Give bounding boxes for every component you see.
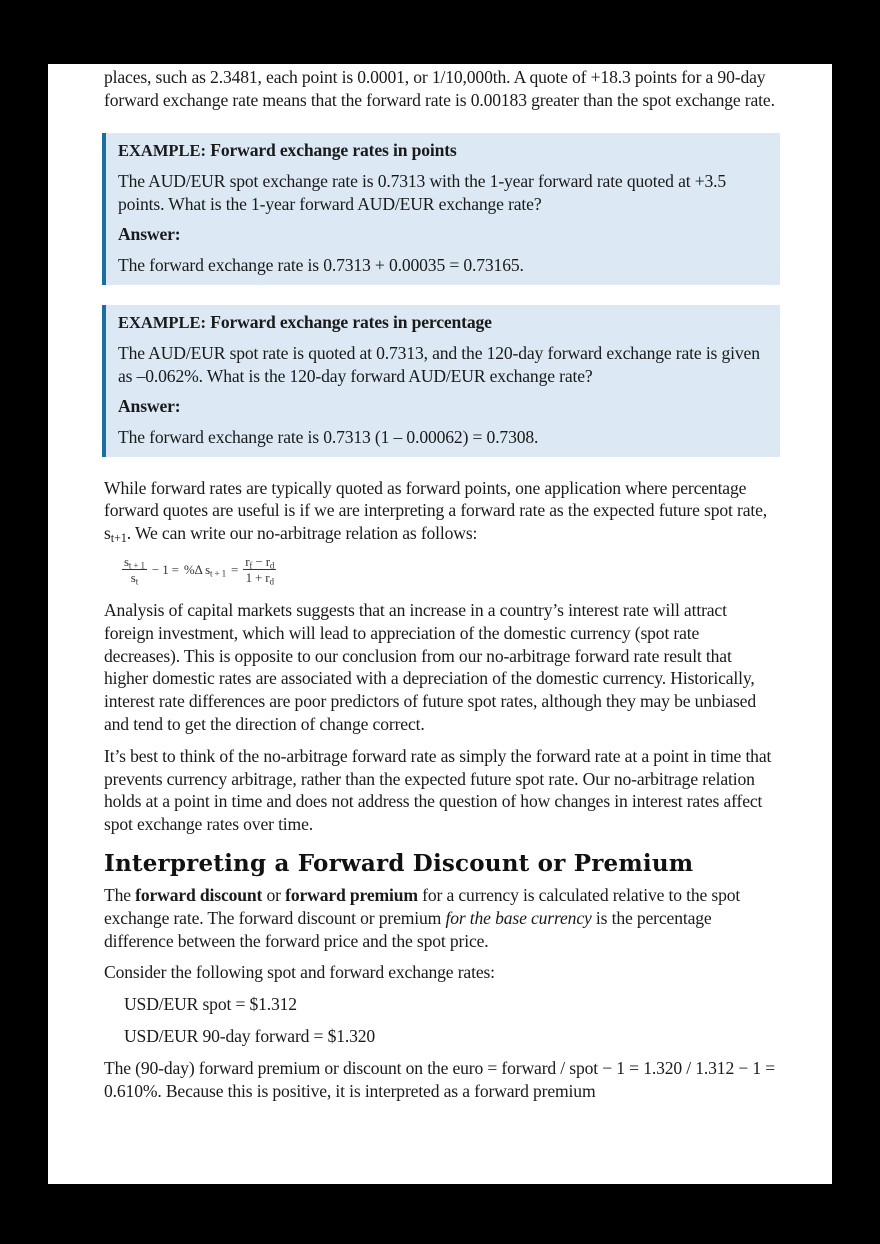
- no-arbitrage-formula: [122, 547, 776, 593]
- example-answer: The forward exchange rate is 0.7313 (1 – 0.00062) = 0.7308.: [118, 426, 539, 447]
- rate-line-forward: USD/EUR 90-day forward = $1.320: [124, 1025, 376, 1046]
- example-heading: Forward exchange rates in points: [210, 139, 457, 160]
- example-title: [118, 139, 766, 163]
- consider-paragraph: Consider the following spot and forward exchange rates:: [104, 962, 495, 983]
- term-forward-premium: forward premium: [285, 884, 418, 905]
- example-question: The AUD/EUR spot rate is quoted at 0.7313, and the 120-day forward exchange rate is given as –0.062%. What is the 120-day forward AUD/EUR exchange rate?: [118, 343, 760, 387]
- example-label: EXAMPLE:: [118, 140, 206, 160]
- example-box-points: [102, 133, 780, 285]
- formula-minus-one: − 1 =: [151, 561, 179, 577]
- answer-label: Answer:: [118, 395, 181, 416]
- rate-line-spot: USD/EUR spot = $1.312: [124, 994, 297, 1015]
- example-answer: The forward exchange rate is 0.7313 + 0.00035 = 0.73165.: [118, 254, 524, 275]
- term-forward-discount: forward discount: [135, 884, 263, 905]
- example-question: The AUD/EUR spot exchange rate is 0.7313 with the 1-year forward rate quoted at +3.5 points. What is the 1-year forward AUD/EUR exchange rate?: [118, 171, 727, 215]
- premium-paragraph: The (90-day) forward premium or discount on the euro = forward / spot − 1 = 1.320 / 1.312 − 1 = 0.610%. Because this is positive, it is interpreted as a forward premium: [104, 1057, 776, 1101]
- example-heading: Forward exchange rates in percentage: [210, 311, 492, 332]
- formula-middle: %Δ $s_{t + 1}$: [183, 561, 227, 578]
- emphasis-base-currency: for the base currency: [445, 907, 592, 928]
- intro-paragraph: places, such as 2.3481, each point is 0.0001, or 1/10,000th. A quote of +18.3 points for a 90-day forward exchange rate means that the forward rate is 0.00183 greater than the spot exchange rate.: [104, 67, 775, 110]
- example-title: [118, 311, 766, 335]
- example-label: EXAMPLE:: [118, 312, 206, 332]
- answer-label: Answer:: [118, 223, 181, 244]
- document-page: [48, 64, 832, 1184]
- formula-lhs-fraction: $\frac{s_{t + 1}}{s_t}$: [124, 554, 145, 587]
- formula-rhs-fraction: $\frac{r_f - r_d}{1 + r_d}$: [245, 554, 275, 587]
- example-box-percentage: [102, 305, 780, 457]
- formula-equals: =: [231, 561, 239, 577]
- section-heading: Interpreting a Forward Discount or Premium: [104, 849, 694, 877]
- best-practice-paragraph: It’s best to think of the no-arbitrage forward rate as simply the forward rate at a point in time that prevents currency arbitrage, rather than the expected future spot rate. Our no-arbitrage relation holds at a point in time and does not address the question of how changes in interest rates affect spot exchange rates over time.: [104, 745, 772, 835]
- forward-rates-paragraph: While forward rates are typically quoted as forward points, one application where percentage forward quotes are useful is if we are interpreting a forward rate as the expected future spot rate, $s_{t+1}$. We can write our no-arbitrage relation as follows:: [104, 477, 768, 546]
- definition-paragraph: The forward discount or forward premium for a currency is calculated relative to the spot exchange rate. The forward discount or premium for the base currency is the percentage difference between the forward price and the spot price.: [104, 884, 741, 951]
- page-content: [104, 66, 776, 1111]
- analysis-paragraph: Analysis of capital markets suggests that an increase in a country’s interest rate will attract foreign investment, which will lead to appreciation of the domestic currency (spot rate decreases). This is opposite to our conclusion from our no-arbitrage forward rate result that higher domestic rates are associated with a depreciation of the domestic currency. Historically, interest rate differences are poor predictors of future spot rates, although they may be unbiased and tend to get the direction of change correct.: [104, 599, 756, 734]
